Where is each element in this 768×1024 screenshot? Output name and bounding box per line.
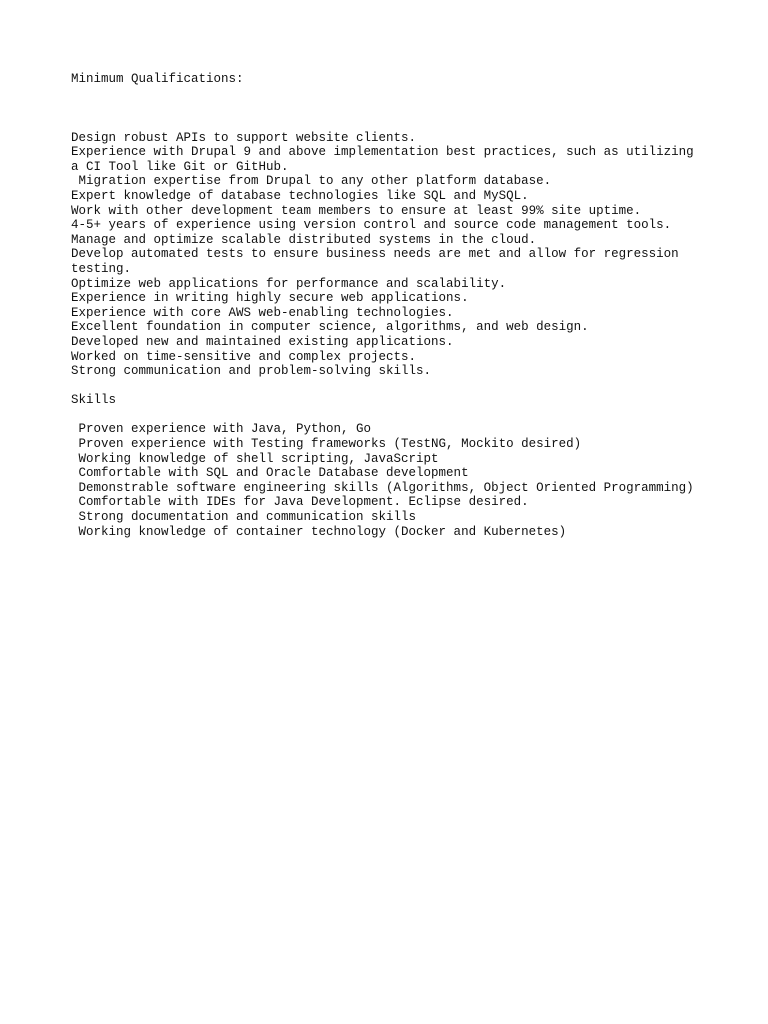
- spacer: [71, 379, 711, 394]
- skill-line: Comfortable with IDEs for Java Development. Eclipse desired.: [71, 495, 529, 510]
- min-qualifications-list: [71, 131, 711, 379]
- qualification-line: 4-5+ years of experience using version control and source code management tools.: [71, 218, 672, 233]
- qualification-line: a CI Tool like Git or GitHub.: [71, 159, 289, 174]
- qualification-line: Developed new and maintained existing applications.: [71, 334, 454, 349]
- qualification-line: Strong communication and problem-solving skills.: [71, 364, 432, 379]
- qualification-line: Experience in writing highly secure web applications.: [71, 291, 469, 306]
- skills-heading: Skills: [71, 393, 117, 408]
- skill-line: Comfortable with SQL and Oracle Database development: [71, 466, 469, 481]
- skill-line: Demonstrable software engineering skills (Algorithms, Object Oriented Programming): [71, 480, 694, 495]
- document-page: [71, 72, 711, 539]
- qualification-line: Migration expertise from Drupal to any other platform database.: [71, 174, 552, 189]
- min-qualifications-heading: Minimum Qualifications:: [71, 72, 244, 86]
- spacer: [71, 87, 711, 131]
- spacer: [71, 408, 711, 423]
- skills-list: [71, 422, 711, 539]
- qualification-line: Excellent foundation in computer science, algorithms, and web design.: [71, 320, 589, 335]
- qualification-line: Manage and optimize scalable distributed systems in the cloud.: [71, 232, 537, 247]
- qualification-line: Optimize web applications for performance and scalability.: [71, 276, 507, 291]
- qualification-line: Develop automated tests to ensure business needs are met and allow for regression: [71, 247, 679, 262]
- qualification-line: testing.: [71, 261, 132, 276]
- qualification-line: Experience with Drupal 9 and above implementation best practices, such as utilizing: [71, 145, 694, 160]
- qualification-line: Worked on time-sensitive and complex projects.: [71, 349, 417, 364]
- qualification-line: Experience with core AWS web-enabling technologies.: [71, 305, 454, 320]
- qualification-line: Expert knowledge of database technologies like SQL and MySQL.: [71, 188, 529, 203]
- skill-line: Strong documentation and communication skills: [71, 510, 417, 525]
- skill-line: Working knowledge of container technology (Docker and Kubernetes): [71, 524, 567, 539]
- skill-line: Proven experience with Testing frameworks (TestNG, Mockito desired): [71, 437, 582, 452]
- qualification-line: Design robust APIs to support website clients.: [71, 130, 417, 145]
- qualification-line: Work with other development team members to ensure at least 99% site uptime.: [71, 203, 642, 218]
- skill-line: Working knowledge of shell scripting, JavaScript: [71, 451, 439, 466]
- skill-line: Proven experience with Java, Python, Go: [71, 422, 372, 437]
